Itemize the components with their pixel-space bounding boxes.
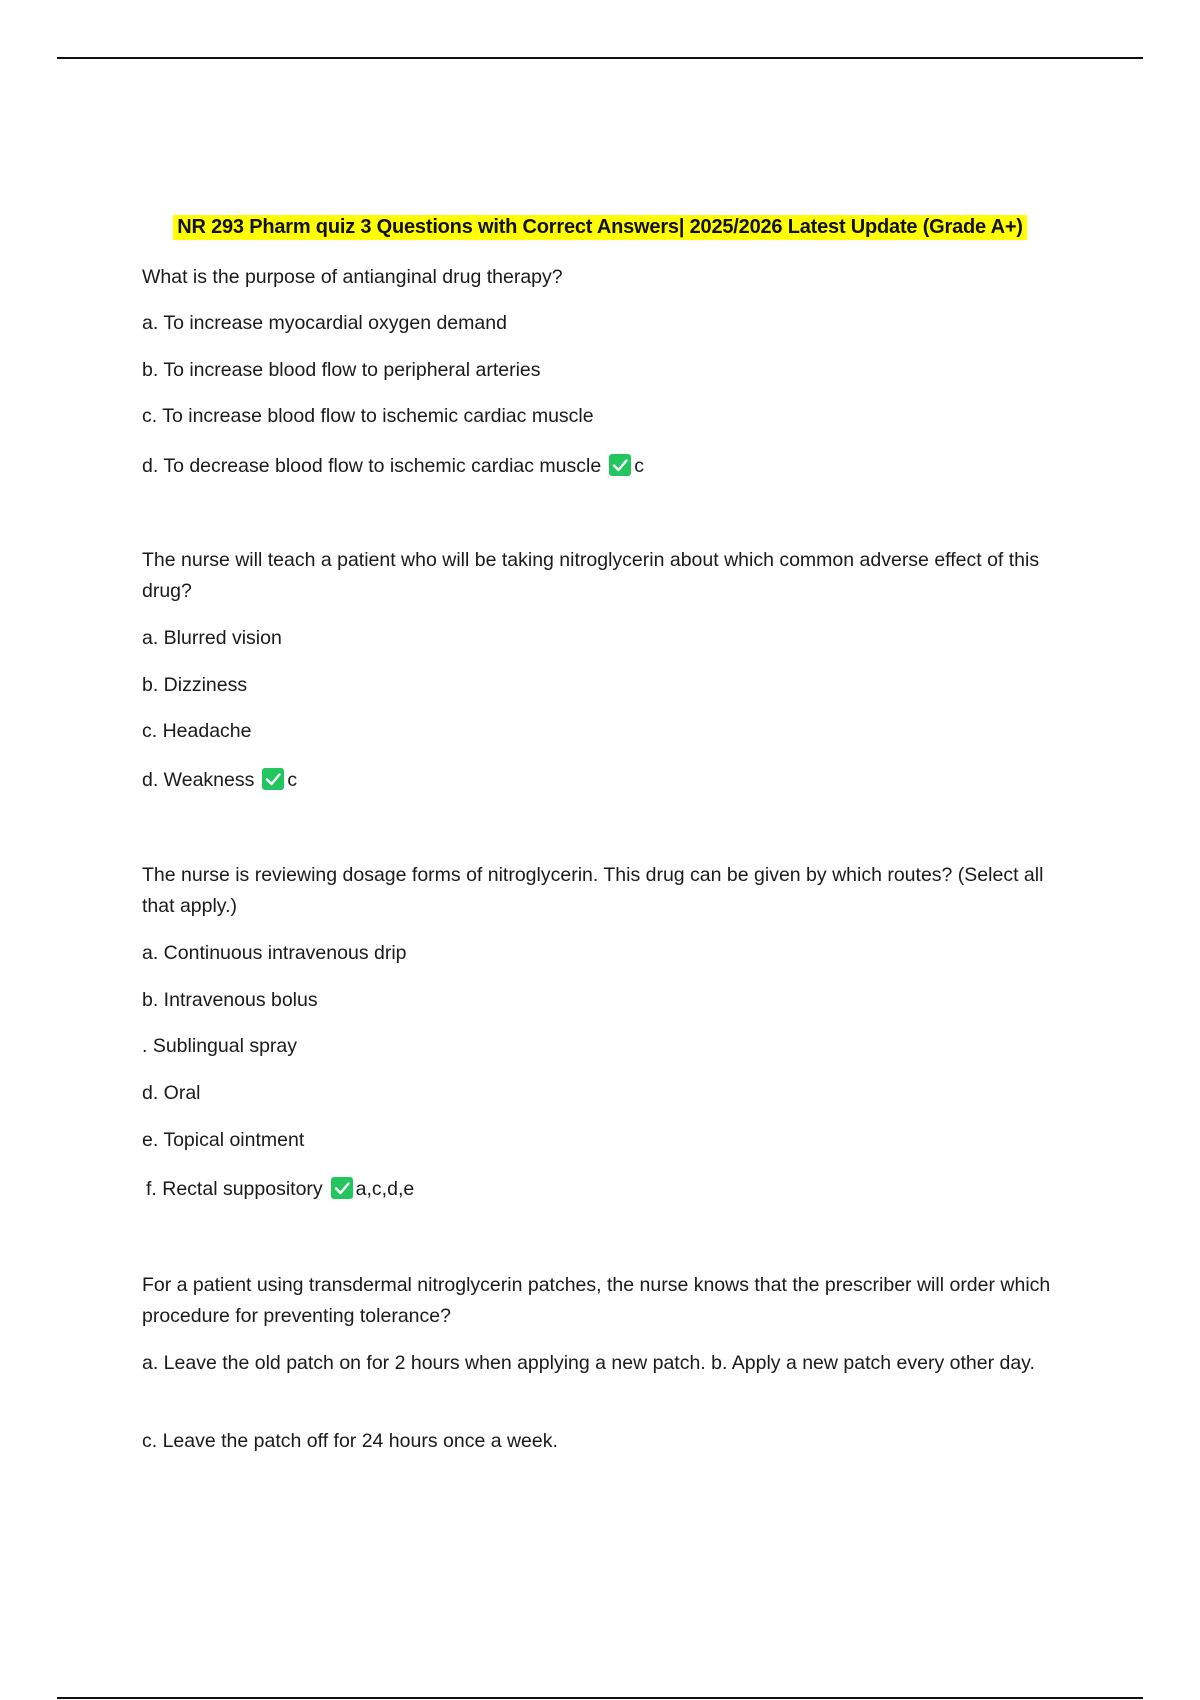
option-text: b. Intravenous bolus (142, 989, 318, 1011)
question-text: The nurse will teach a patient who will be taking nitroglycerin about which common adverse effect of this drug? (142, 549, 1040, 602)
correct-answer: a,c,d,e (355, 1178, 415, 1200)
option-row (142, 765, 297, 796)
question-text: The nurse is reviewing dosage forms of nitroglycerin. This drug can be given by which routes? (Select all that apply.) (142, 864, 1044, 917)
title-container (0, 215, 1200, 240)
option-row (142, 451, 644, 482)
top-rule (57, 57, 1143, 59)
option-text: c. Headache (142, 720, 252, 742)
question-text: For a patient using transdermal nitroglycerin patches, the nurse knows that the prescriber will order which procedure for preventing tolerance? (142, 1274, 1051, 1327)
option-text: a. Blurred vision (142, 627, 282, 649)
option-text: a. Continuous intravenous drip (142, 942, 407, 964)
option-text: a. To increase myocardial oxygen demand (142, 312, 507, 334)
document-title: NR 293 Pharm quiz 3 Questions with Correct Answers| 2025/2026 Latest Update (Grade A+) (173, 215, 1027, 240)
option-text: . Sublingual spray (142, 1035, 298, 1057)
option-text: b. Dizziness (142, 674, 248, 696)
check-mark-icon (331, 1177, 353, 1199)
correct-answer: c (634, 455, 644, 477)
option-text: c. Leave the patch off for 24 hours once a week. (142, 1430, 558, 1452)
option-text: b. To increase blood flow to peripheral arteries (142, 359, 541, 381)
correct-answer: c (287, 769, 298, 791)
option-text: e. Topical ointment (142, 1129, 305, 1151)
option-text: c. To increase blood flow to ischemic cardiac muscle (142, 405, 594, 427)
option-text: d. To decrease blood flow to ischemic cardiac muscle (142, 455, 602, 477)
question-text: What is the purpose of antianginal drug therapy? (142, 266, 563, 288)
option-text: d. Weakness (142, 769, 255, 791)
option-row (146, 1174, 414, 1205)
option-text: a. Leave the old patch on for 2 hours when applying a new patch. b. Apply a new patch every other day. (142, 1352, 1035, 1374)
bottom-rule (57, 1697, 1143, 1699)
option-text: d. Oral (142, 1082, 201, 1104)
check-mark-icon (609, 454, 631, 476)
check-mark-icon (262, 768, 284, 790)
option-text: f. Rectal suppository (146, 1178, 323, 1200)
